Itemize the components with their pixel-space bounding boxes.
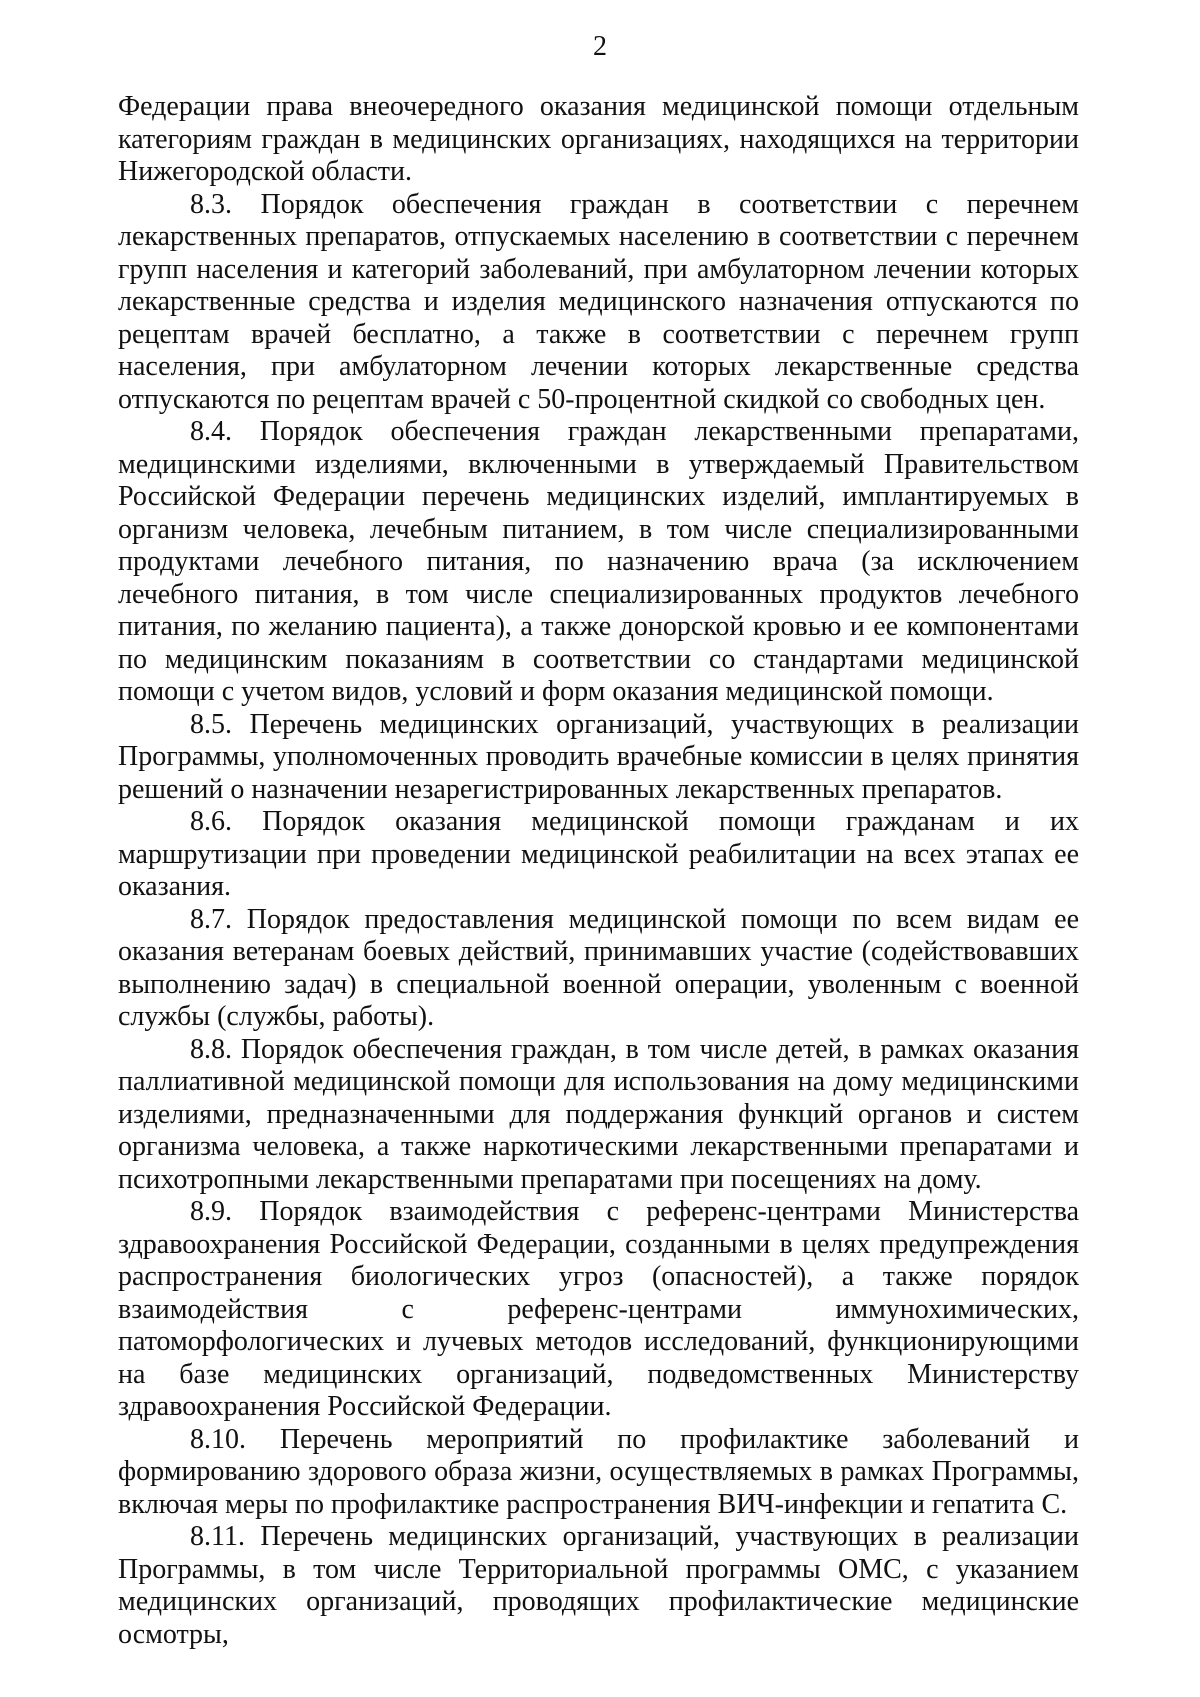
paragraph-8-6: 8.6. Порядок оказания медицинской помощи гражданам и их маршрутизации при проведении медицинской реабилитации на всех этапах ее оказания. <box>118 806 1079 902</box>
paragraph-8-3: 8.3. Порядок обеспечения граждан в соответствии с перечнем лекарственных препаратов, отпускаемых населению в соответствии с перечнем групп населения и категорий заболеваний, при амбулаторном лечении которых лекарственные средства и изделия медицинского назначения отпускаются по рецептам врачей бесплатно, а также в соответствии с перечнем групп населения, при амбулаторном лечении которых лекарственные средства отпускаются по рецептам врачей с 50-процентной скидкой со свободных цен. <box>118 188 1079 415</box>
paragraph-continued-from-previous-page: Федерации права внеочередного оказания медицинской помощи отдельным категориям граждан в медицинских организациях, находящихся на территории Нижегородской области. <box>118 91 1079 187</box>
document-body <box>118 91 1079 1651</box>
paragraph-8-7: 8.7. Порядок предоставления медицинской помощи по всем видам ее оказания ветеранам боевых действий, принимавших участие (содействовавших выполнению задач) в специальной военной операции, уволенным с военной службы (службы, работы). <box>118 903 1079 1032</box>
page-number: 2 <box>593 31 607 62</box>
paragraph-8-4: 8.4. Порядок обеспечения граждан лекарственными препаратами, медицинскими изделиями, включенными в утверждаемый Правительством Российской Федерации перечень медицинских изделий, имплантируемых в организм человека, лечебным питанием, в том числе специализированными продуктами лечебного питания, по назначению врача (за исключением лечебного питания, в том числе специализированных продуктов лечебного питания, по желанию пациента), а также донорской кровью и ее компонентами по медицинским показаниям в соответствии со стандартами медицинской помощи с учетом видов, условий и форм оказания медицинской помощи. <box>118 416 1079 707</box>
paragraph-8-9: 8.9. Порядок взаимодействия с референс-центрами Министерства здравоохранения Российской Федерации, созданными в целях предупреждения распространения биологических угроз (опасностей), а также порядок взаимодействия с референс-центрами иммунохимических, патоморфологических и лучевых методов исследований, функционирующими на базе медицинских организаций, подведомственных Министерству здравоохранения Российской Федерации. <box>118 1196 1079 1422</box>
paragraph-8-11: 8.11. Перечень медицинских организаций, участвующих в реализации Программы, в том числе Территориальной программы ОМС, с указанием медицинских организаций, проводящих профилактические медицинские осмотры, <box>118 1521 1079 1650</box>
paragraph-8-10: 8.10. Перечень мероприятий по профилактике заболеваний и формированию здорового образа жизни, осуществляемых в рамках Программы, включая меры по профилактике распространения ВИЧ-инфекции и гепатита С. <box>118 1423 1079 1520</box>
paragraph-8-5: 8.5. Перечень медицинских организаций, участвующих в реализации Программы, уполномоченных проводить врачебные комиссии в целях принятия решений о назначении незарегистрированных лекарственных препаратов. <box>118 708 1079 805</box>
paragraph-8-8: 8.8. Порядок обеспечения граждан, в том числе детей, в рамках оказания паллиативной медицинской помощи для использования на дому медицинскими изделиями, предназначенными для поддержания функций органов и систем организма человека, а также наркотическими лекарственными препаратами и психотропными лекарственными препаратами при посещениях на дому. <box>118 1033 1079 1195</box>
